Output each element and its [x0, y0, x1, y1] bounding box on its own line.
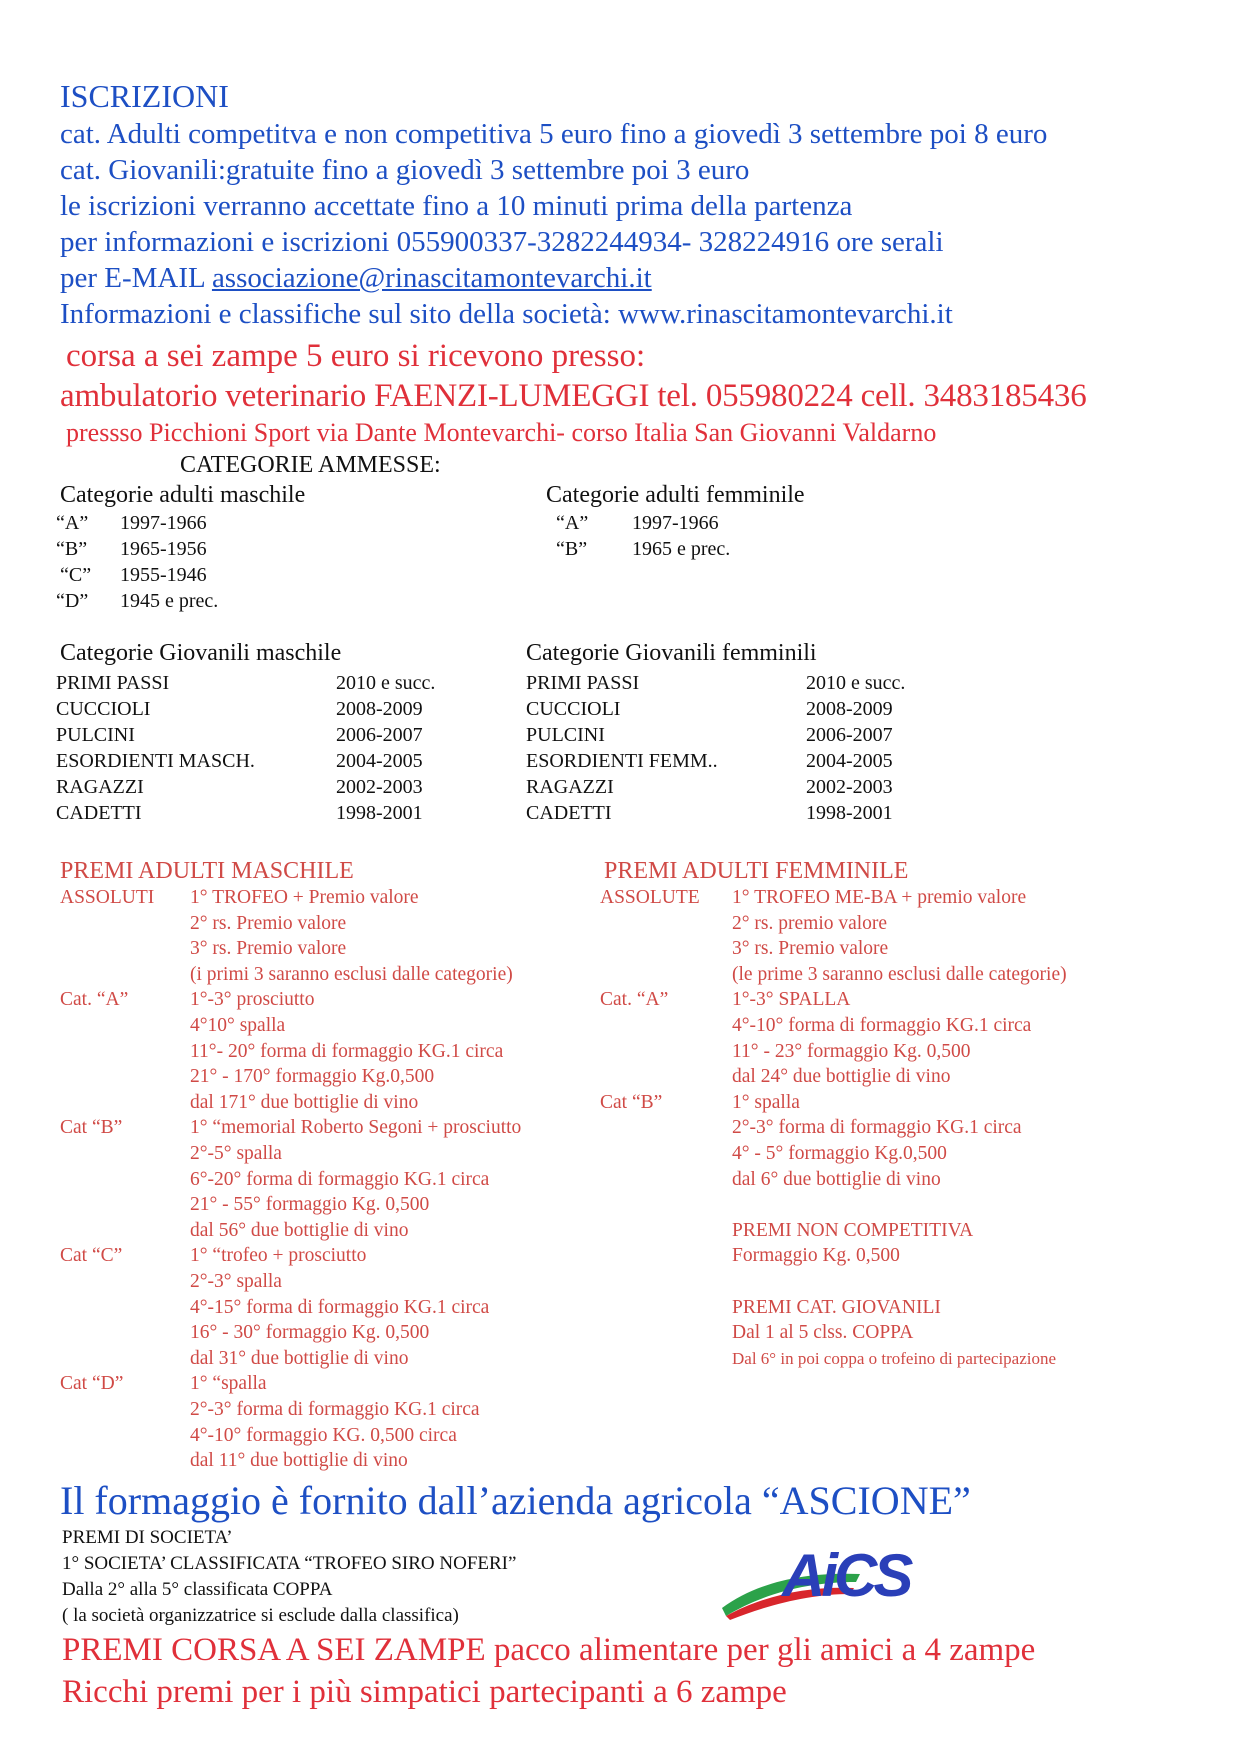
- prize-group-label: Cat “C”: [60, 1245, 123, 1267]
- cat-years: 2010 e succ.: [806, 672, 906, 694]
- adulti-maschile-title: Categorie adulti maschile: [60, 482, 306, 508]
- cat-years: 1998-2001: [806, 802, 893, 824]
- sei-zampe-line-2: ambulatorio veterinario FAENZI-LUMEGGI tel. 055980224 cell. 3483185436: [60, 378, 1087, 414]
- cat-years: 2002-2003: [336, 776, 423, 798]
- iscrizioni-line-2: cat. Giovanili:gratuite fino a giovedì 3 settembre poi 3 euro: [60, 154, 750, 186]
- prize-line: 1° spalla: [732, 1091, 800, 1113]
- giovanili-maschile-title: Categorie Giovanili maschile: [60, 640, 342, 666]
- footer-line-1-rest: pacco alimentare per gli amici a 4 zampe: [485, 1632, 1036, 1668]
- email-line: [60, 260, 652, 296]
- footer-line-1: [62, 1630, 1035, 1670]
- cat-years: 2008-2009: [336, 698, 423, 720]
- prize-line: 2° rs. Premio valore: [190, 912, 347, 934]
- prize-group-label: ASSOLUTE: [600, 887, 700, 908]
- cat-years: 1997-1966: [632, 512, 719, 534]
- premi-maschile-title: PREMI ADULTI MASCHILE: [60, 858, 354, 884]
- aics-logo-text: AiCS: [782, 1542, 910, 1609]
- cat-code: “A”: [556, 512, 589, 534]
- list-item: [526, 800, 612, 826]
- categorie-title: CATEGORIE AMMESSE:: [180, 452, 441, 478]
- list-item: [806, 774, 893, 800]
- cat-years: 2006-2007: [336, 724, 423, 746]
- prize-group-label: Cat. “A”: [600, 989, 669, 1011]
- prize-line: dal 56° due bottiglie di vino: [190, 1219, 409, 1241]
- cat-code: “A”: [56, 512, 89, 534]
- cat-name: CADETTI: [56, 802, 142, 824]
- list-item: [526, 696, 620, 722]
- cat-years: 1998-2001: [336, 802, 423, 824]
- website-line[interactable]: Informazioni e classifiche sul sito della società: www.rinascitamontevarchi.it: [60, 298, 953, 330]
- list-item: [56, 510, 88, 536]
- prize-line: 21° - 170° formaggio Kg.0,500: [190, 1066, 435, 1088]
- cat-code: “D”: [56, 590, 89, 612]
- prize-line: 1° TROFEO ME-BA + premio valore: [732, 887, 1027, 908]
- cat-name: PRIMI PASSI: [526, 672, 640, 694]
- list-item: [56, 588, 88, 614]
- cat-name: PULCINI: [526, 724, 605, 746]
- list-item: [56, 722, 135, 748]
- cat-name: CADETTI: [526, 802, 612, 824]
- cat-name: RAGAZZI: [526, 776, 614, 798]
- list-item: [56, 748, 255, 774]
- cat-years: 2004-2005: [806, 750, 893, 772]
- cat-years: 2002-2003: [806, 776, 893, 798]
- societa-line-3: ( la società organizzatrice si esclude dalla classifica): [62, 1605, 459, 1626]
- adulti-femminile-title: Categorie adulti femminile: [546, 482, 805, 508]
- cat-name: PRIMI PASSI: [56, 672, 170, 694]
- prize-line: 2° rs. premio valore: [732, 912, 888, 934]
- iscrizioni-line-1: cat. Adulti competitva e non competitiva 5 euro fino a giovedì 3 settembre poi 8 euro: [60, 118, 1048, 150]
- list-item: [806, 800, 893, 826]
- list-item: [632, 536, 730, 562]
- prize-line: 1°-3° SPALLA: [732, 989, 851, 1011]
- prize-line: 2°-3° spalla: [190, 1271, 282, 1292]
- societa-line-2: Dalla 2° alla 5° classificata COPPA: [62, 1579, 333, 1600]
- societa-title: PREMI DI SOCIETA’: [62, 1527, 233, 1548]
- cat-code: “B”: [56, 538, 88, 560]
- list-item: [56, 670, 169, 696]
- list-item: [336, 748, 423, 774]
- prize-line: 1° TROFEO + Premio valore: [190, 887, 419, 908]
- prize-line: 4°-15° forma di formaggio KG.1 circa: [190, 1296, 490, 1318]
- prize-line: 1° “spalla: [190, 1373, 267, 1395]
- cat-name: ESORDIENTI MASCH.: [56, 750, 255, 772]
- formaggio-line: Il formaggio è fornito dall’azienda agricola “ASCIONE”: [60, 1478, 971, 1523]
- list-item: [120, 536, 207, 562]
- premi-giovanili-line-1: Dal 1 al 5 clss. COPPA: [732, 1322, 914, 1344]
- cat-code: “B”: [556, 538, 588, 560]
- prize-line: 21° - 55° formaggio Kg. 0,500: [190, 1194, 430, 1216]
- prize-line: 3° rs. Premio valore: [190, 938, 347, 960]
- email-prefix: per E-MAIL: [60, 262, 212, 294]
- list-item: [806, 670, 905, 696]
- prize-line: (le prime 3 saranno esclusi dalle categorie): [732, 963, 1067, 985]
- sei-zampe-line-3: pressso Picchioni Sport via Dante Montevarchi- corso Italia San Giovanni Valdarno: [66, 418, 937, 447]
- list-item: [632, 510, 719, 536]
- cat-years: 1965 e prec.: [632, 538, 731, 560]
- prize-line: 1° “trofeo + prosciutto: [190, 1245, 367, 1267]
- list-item: [336, 800, 423, 826]
- list-item: [526, 748, 718, 774]
- list-item: [336, 696, 423, 722]
- prize-line: 4°-10° forma di formaggio KG.1 circa: [732, 1015, 1032, 1036]
- prize-line: 1°-3° prosciutto: [190, 989, 315, 1011]
- premi-giovanili-title: PREMI CAT. GIOVANILI: [732, 1296, 941, 1318]
- prize-line: 6°-20° forma di formaggio KG.1 circa: [190, 1168, 490, 1190]
- cat-years: 1965-1956: [120, 538, 207, 560]
- list-item: [120, 510, 207, 536]
- cat-code: “C”: [60, 564, 92, 586]
- premi-femminile-title: PREMI ADULTI FEMMINILE: [604, 858, 909, 884]
- cat-name: RAGAZZI: [56, 776, 144, 798]
- cat-years: 2010 e succ.: [336, 672, 436, 694]
- premi-giovanili-line-2: Dal 6° in poi coppa o trofeino di partecipazione: [732, 1348, 1057, 1368]
- prize-line: dal 11° due bottiglie di vino: [190, 1450, 408, 1472]
- prize-group-label: Cat “B”: [60, 1117, 123, 1139]
- prize-line: 4°-10° formaggio KG. 0,500 circa: [190, 1424, 457, 1446]
- prize-line: 2°-5° spalla: [190, 1143, 282, 1164]
- prize-line: dal 31° due bottiglie di vino: [190, 1347, 409, 1369]
- prize-line: 2°-3° forma di formaggio KG.1 circa: [732, 1117, 1022, 1139]
- cat-years: 1955-1946: [120, 564, 207, 586]
- prize-group-label: ASSOLUTI: [60, 887, 155, 908]
- footer-line-2: Ricchi premi per i più simpatici partecipanti a 6 zampe: [62, 1674, 787, 1710]
- prize-group-label: Cat “B”: [600, 1091, 663, 1113]
- list-item: [556, 510, 588, 536]
- list-item: [336, 722, 423, 748]
- list-item: [806, 696, 893, 722]
- list-item: [120, 562, 207, 588]
- cat-years: 2006-2007: [806, 724, 893, 746]
- list-item: [526, 774, 614, 800]
- prize-line: 1° “memorial Roberto Segoni + prosciutto: [190, 1117, 522, 1139]
- list-item: [806, 722, 893, 748]
- list-item: [526, 722, 605, 748]
- cat-name: CUCCIOLI: [56, 698, 151, 720]
- premi-non-competitiva-title: PREMI NON COMPETITIVA: [732, 1219, 974, 1241]
- prize-group-label: Cat “D”: [60, 1373, 124, 1395]
- iscrizioni-title: ISCRIZIONI: [60, 78, 229, 114]
- aics-logo-graphic: [720, 1534, 940, 1620]
- cat-years: 2008-2009: [806, 698, 893, 720]
- cat-name: ESORDIENTI FEMM..: [526, 750, 718, 772]
- iscrizioni-line-3: le iscrizioni verranno accettate fino a 10 minuti prima della partenza: [60, 190, 853, 222]
- cat-name: PULCINI: [56, 724, 135, 746]
- list-item: [120, 588, 218, 614]
- sei-zampe-line-1: corsa a sei zampe 5 euro si ricevono presso:: [66, 338, 646, 374]
- list-item: [56, 774, 144, 800]
- prize-line: 4° - 5° formaggio Kg.0,500: [732, 1143, 947, 1164]
- footer-line-1-highlight: PREMI CORSA A SEI ZAMPE: [62, 1632, 486, 1668]
- list-item: [56, 696, 150, 722]
- prize-line: (i primi 3 saranno esclusi dalle categorie): [190, 963, 513, 985]
- list-item: [526, 670, 639, 696]
- prize-line: 4°10° spalla: [190, 1015, 286, 1036]
- list-item: [336, 670, 435, 696]
- cat-years: 1945 e prec.: [120, 590, 219, 612]
- societa-line-1: 1° SOCIETA’ CLASSIFICATA “TROFEO SIRO NOFERI”: [62, 1553, 517, 1574]
- prize-group-label: Cat. “A”: [60, 989, 129, 1011]
- prize-line: dal 6° due bottiglie di vino: [732, 1168, 941, 1190]
- cat-name: CUCCIOLI: [526, 698, 621, 720]
- premi-non-competitiva-line: Formaggio Kg. 0,500: [732, 1245, 900, 1267]
- list-item: [556, 536, 587, 562]
- iscrizioni-line-4: per informazioni e iscrizioni 055900337-3282244934- 328224916 ore serali: [60, 226, 944, 258]
- prize-line: dal 24° due bottiglie di vino: [732, 1066, 951, 1088]
- prize-line: 11°- 20° forma di formaggio KG.1 circa: [190, 1040, 504, 1062]
- prize-line: 2°-3° forma di formaggio KG.1 circa: [190, 1399, 480, 1420]
- prize-line: 11° - 23° formaggio Kg. 0,500: [732, 1040, 971, 1062]
- list-item: [806, 748, 893, 774]
- cat-years: 2004-2005: [336, 750, 423, 772]
- prize-line: 16° - 30° formaggio Kg. 0,500: [190, 1322, 430, 1344]
- list-item: [60, 562, 91, 588]
- aics-logo: [720, 1534, 940, 1620]
- list-item: [336, 774, 423, 800]
- prize-line: 3° rs. Premio valore: [732, 938, 889, 960]
- cat-years: 1997-1966: [120, 512, 207, 534]
- email-link[interactable]: associazione@rinascitamontevarchi.it: [211, 262, 652, 294]
- list-item: [56, 800, 142, 826]
- giovanili-femminili-title: Categorie Giovanili femminili: [526, 640, 817, 666]
- prize-line: dal 171° due bottiglie di vino: [190, 1091, 419, 1113]
- list-item: [56, 536, 87, 562]
